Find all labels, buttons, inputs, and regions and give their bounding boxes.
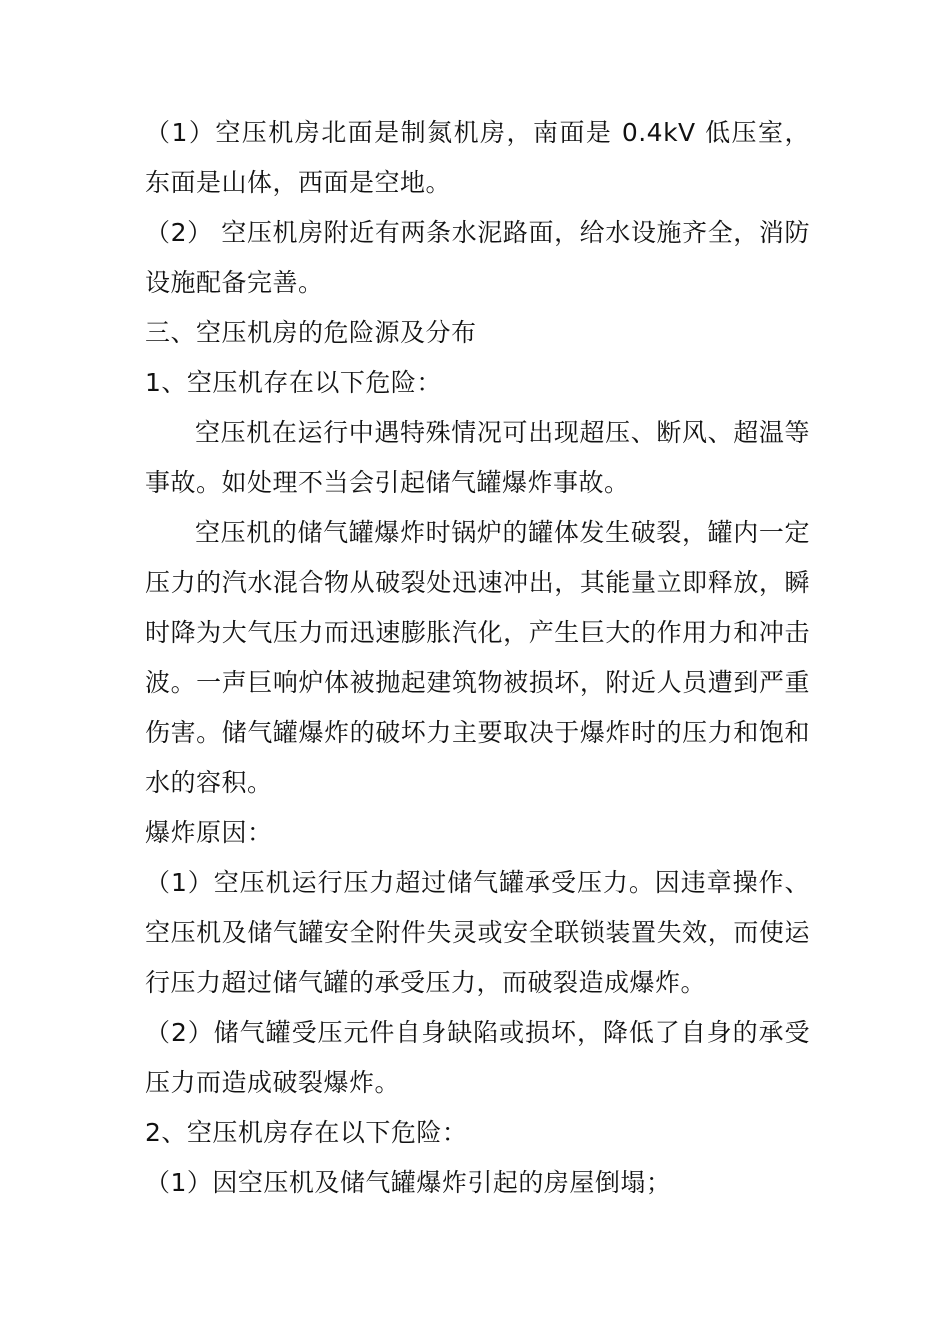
paragraph-cause-defects: （2）储气罐受压元件自身缺陷或损坏，降低了自身的承受压力而造成破裂爆炸。 <box>145 1018 810 1097</box>
paragraph-location-roads: （2） 空压机房附近有两条水泥路面，给水设施齐全，消防设施配备完善。 <box>145 218 810 297</box>
paragraph-compressor-accidents: 空压机在运行中遇特殊情况可出现超压、断风、超温等事故。如处理不当会引起储气罐爆炸事故。 <box>145 418 810 497</box>
document-body <box>145 108 810 1208</box>
subheading-room-hazards: 2、空压机房存在以下危险： <box>145 1118 468 1147</box>
paragraph-location-north-south: （1）空压机房北面是制氮机房，南面是 0.4kV 低压室，东面是山体，西面是空地。 <box>145 118 810 197</box>
paragraph-room-collapse: （1）因空压机及储气罐爆炸引起的房屋倒塌； <box>145 1168 672 1197</box>
paragraph-cause-overpressure: （1）空压机运行压力超过储气罐承受压力。因违章操作、空压机及储气罐安全附件失灵或安全联锁装置失效，而使运行压力超过储气罐的承受压力，而破裂造成爆炸。 <box>145 868 810 997</box>
section-heading-hazards: 三、空压机房的危险源及分布 <box>145 318 477 347</box>
subheading-explosion-causes: 爆炸原因： <box>145 818 273 847</box>
subheading-compressor-hazards: 1、空压机存在以下危险： <box>145 368 442 397</box>
paragraph-tank-explosion: 空压机的储气罐爆炸时锅炉的罐体发生破裂，罐内一定压力的汽水混合物从破裂处迅速冲出，其能量立即释放，瞬时降为大气压力而迅速膨胀汽化，产生巨大的作用力和冲击波。一声巨响炉体被抛起建筑物被损坏，附近人员遭到严重伤害。储气罐爆炸的破坏力主要取决于爆炸时的压力和饱和水的容积。 <box>145 518 810 797</box>
